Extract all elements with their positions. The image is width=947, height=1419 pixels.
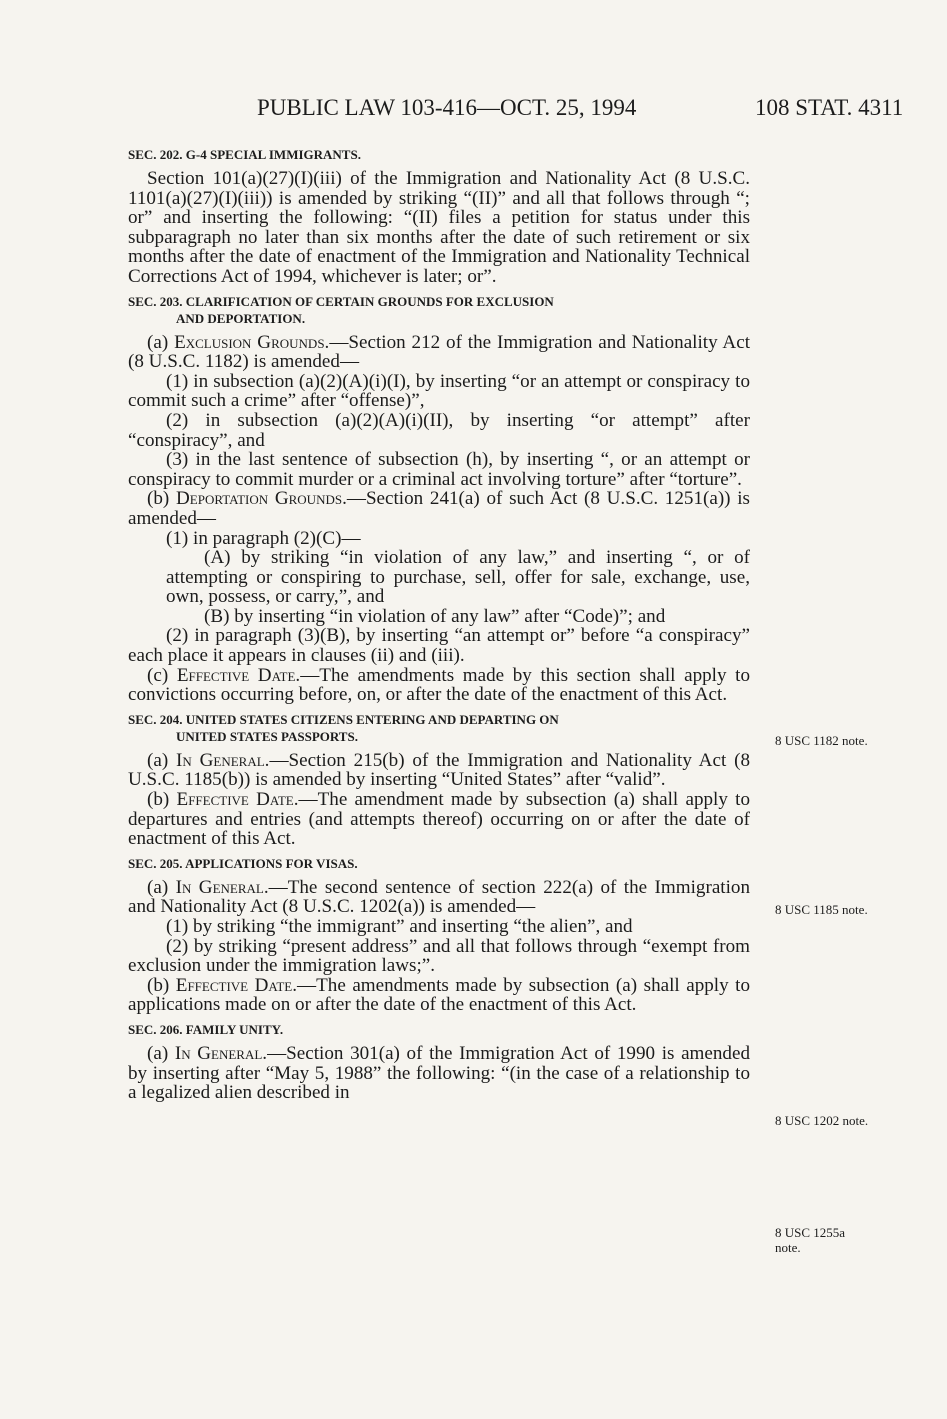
- subsection-caption: Exclusion Grounds.: [174, 331, 330, 353]
- section-203-a2: (2) in subsection (a)(2)(A)(i)(II), by inserting “or attempt” after “conspiracy”, and: [128, 409, 750, 451]
- subsection-label: (a): [147, 749, 177, 771]
- margin-note-1255a: [775, 1225, 925, 1255]
- subsection-caption: Deportation Grounds.: [175, 488, 347, 510]
- section-204-heading-line2: UNITED STATES PASSPORTS.: [176, 728, 358, 744]
- subsection-text: —The amendments made by this section shall apply to convictions occurring before, on, or after the date of the enactment of this Act.: [128, 664, 751, 706]
- section-203-b1: (1) in paragraph (2)(C)—: [166, 527, 361, 549]
- subsection-label: (b): [147, 789, 177, 811]
- page-title: PUBLIC LAW 103-416—OCT. 25, 1994: [257, 95, 637, 120]
- section-205-a1: (1) by striking “the immigrant” and inserting “the alien”, and: [166, 916, 633, 937]
- body-text: [128, 140, 750, 1103]
- subsection-label: (b): [147, 974, 176, 996]
- subsection-caption: In General.: [174, 1042, 268, 1064]
- subsection-caption: Effective Date.: [176, 664, 301, 686]
- section-203-b1B: (B) by inserting “in violation of any law” after “Code)”; and: [204, 605, 666, 627]
- section-204-heading: [128, 711, 750, 745]
- section-203-heading-line1: SEC. 203. CLARIFICATION OF CERTAIN GROUNDS FOR EXCLUSION: [128, 293, 554, 309]
- subsection-label: (a): [147, 331, 175, 353]
- section-203-b1A: (A) by striking “in violation of any law,” and inserting “, or of attempting or conspiring to purchase, sell, offer for sale, exchange, use, own, possess, or carry,”, and: [166, 547, 750, 608]
- subsection-label: (b): [147, 488, 176, 510]
- section-203-heading-line2: AND DEPORTATION.: [176, 310, 306, 326]
- subsection-text: —The amendments made by subsection (a) shall apply to applications made on or after the date of the enactment of this Act.: [128, 974, 751, 1016]
- section-204-subsection-b: [128, 790, 750, 849]
- subsection-caption: In General.: [176, 749, 270, 771]
- section-203-subsection-b: [128, 489, 750, 528]
- section-202-text: Section 101(a)(27)(I)(iii) of the Immigration and Nationality Act (8 U.S.C. 1101(a)(27)(I)(iii)) is amended by striking “(II)” and all that follows through “; or” and inserting the following: “(II) files a petition for status under this subparagraph no later than six months after the date of such retirement or six months after the date of enactment of the Immigration and Nationality Technical Corrections Act of 1994, whichever is later; or”.: [128, 168, 750, 287]
- subsection-label: (a): [147, 876, 176, 898]
- section-205-heading: SEC. 205. APPLICATIONS FOR VISAS.: [128, 855, 358, 871]
- margin-note-1202: 8 USC 1202 note.: [775, 1113, 869, 1128]
- margin-note-1255a-line1: 8 USC 1255a: [775, 1225, 846, 1240]
- subsection-text: —Section 215(b) of the Immigration and Nationality Act (8 U.S.C. 1185(b)) is amended by inserting “United States” after “valid”.: [128, 749, 750, 791]
- margin-note-1182: 8 USC 1182 note.: [775, 733, 868, 748]
- subsection-text: —Section 212 of the Immigration and Nationality Act (8 U.S.C. 1182) is amended—: [128, 331, 750, 373]
- section-205-a2: (2) by striking “present address” and all that follows through “exempt from exclusion under the immigration laws;”.: [128, 935, 750, 977]
- section-205-subsection-b: [128, 976, 750, 1015]
- section-205-subsection-a: [128, 878, 750, 917]
- section-206-heading: SEC. 206. FAMILY UNITY.: [128, 1021, 284, 1037]
- section-203-a3: (3) in the last sentence of subsection (h), by inserting “, or an attempt or conspiracy to commit murder or a criminal act involving torture” after “torture”.: [128, 449, 750, 490]
- margin-note-1185: 8 USC 1185 note.: [775, 902, 868, 917]
- section-203-subsection-a: [128, 333, 750, 372]
- section-203-b2: (2) in paragraph (3)(B), by inserting “an attempt or” before “a conspiracy” each place it appears in clauses (ii) and (iii).: [128, 625, 750, 667]
- subsection-text: —The second sentence of section 222(a) of the Immigration and Nationality Act (8 U.S.C. 1202(a)) is amended—: [128, 876, 751, 918]
- subsection-label: (c): [147, 664, 177, 686]
- section-204-heading-line1: SEC. 204. UNITED STATES CITIZENS ENTERING AND DEPARTING ON: [128, 711, 559, 727]
- section-204-subsection-a: [128, 751, 750, 790]
- section-203-subsection-c: [128, 666, 750, 705]
- subsection-text: —Section 241(a) of such Act (8 U.S.C. 1251(a)) is amended—: [128, 488, 750, 529]
- subsection-caption: In General.: [175, 876, 269, 898]
- section-202-heading: SEC. 202. G-4 SPECIAL IMMIGRANTS.: [128, 147, 361, 162]
- section-203-heading: [128, 293, 750, 327]
- subsection-caption: Effective Date.: [176, 789, 299, 811]
- statute-page-number: 108 STAT. 4311: [755, 95, 904, 120]
- subsection-caption: Effective Date.: [175, 974, 298, 996]
- subsection-text: —Section 301(a) of the Immigration Act of 1990 is amended by inserting after “May 5, 1988” the following: “(in the case of a relationship to a legalized alien described in: [128, 1042, 751, 1104]
- subsection-text: —The amendment made by subsection (a) shall apply to departures and entries (and attempts thereof) occurring on or after the date of enactment of this Act.: [128, 789, 750, 850]
- subsection-label: (a): [147, 1042, 175, 1064]
- section-203-a1: (1) in subsection (a)(2)(A)(i)(I), by inserting “or an attempt or conspiracy to commit such a crime” after “offense)”,: [128, 370, 750, 412]
- margin-note-1255a-line2: note.: [775, 1240, 801, 1255]
- section-206-subsection-a: [128, 1044, 750, 1103]
